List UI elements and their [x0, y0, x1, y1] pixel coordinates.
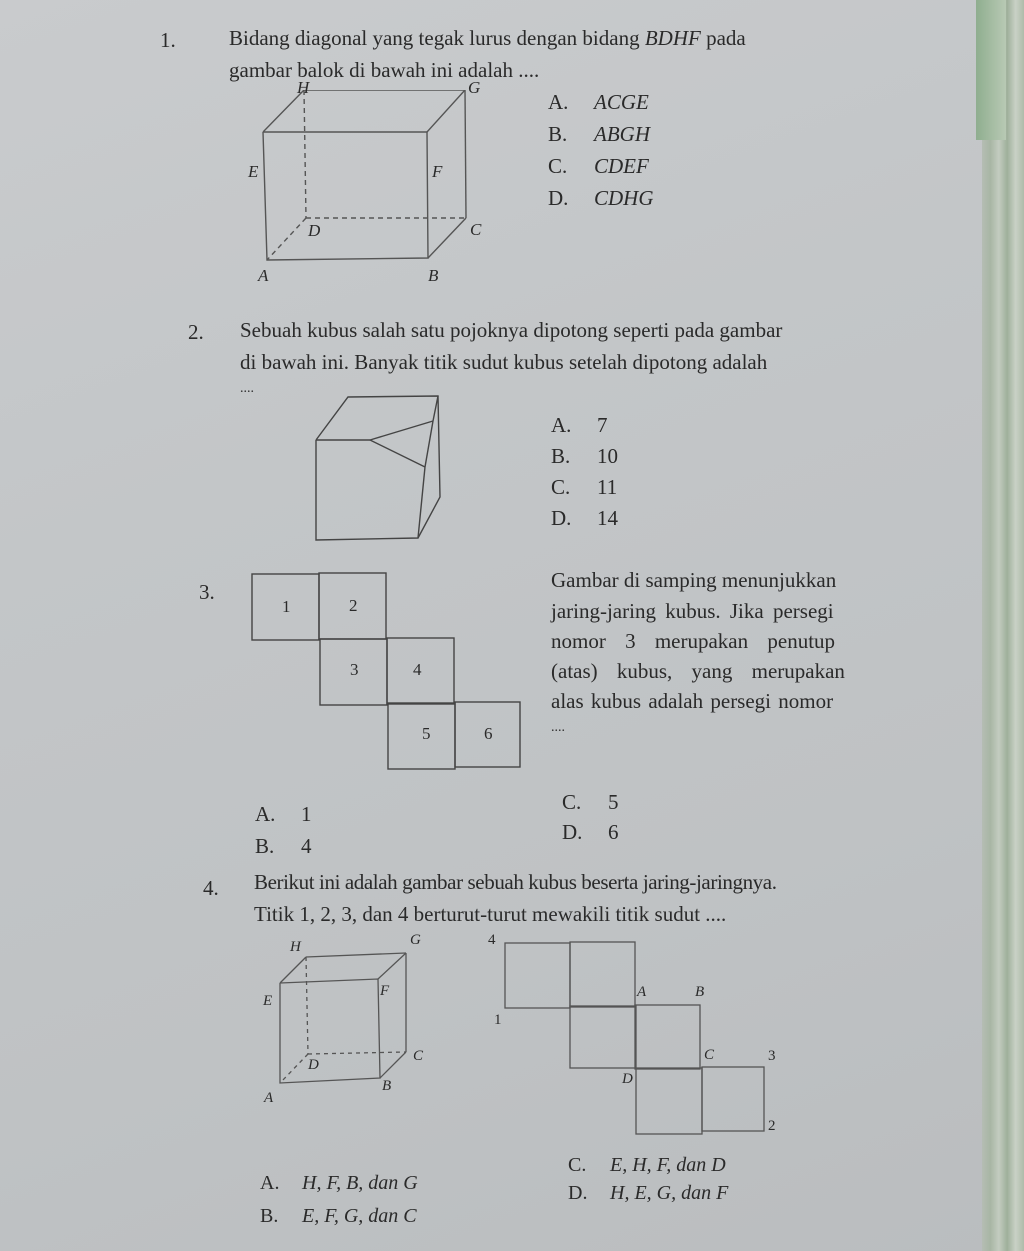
- q2-option-b[interactable]: [551, 444, 618, 469]
- q3-number: 3.: [199, 580, 215, 604]
- q3-text-line6: ....: [551, 720, 565, 735]
- option-letter: C.: [568, 1154, 587, 1176]
- q1-option-c[interactable]: [548, 154, 649, 179]
- q2-number: 2.: [188, 320, 204, 344]
- q1-option-b[interactable]: [548, 122, 650, 147]
- q4-option-c[interactable]: [568, 1154, 726, 1177]
- q4-vertex-G: G: [410, 932, 421, 948]
- vertex-F: F: [432, 162, 443, 181]
- q4-vertex-C: C: [413, 1048, 424, 1064]
- option-letter: C.: [551, 475, 571, 499]
- q2-option-d[interactable]: [551, 506, 618, 531]
- q1-text-line1: [229, 28, 746, 49]
- net-square-2: 2: [349, 596, 358, 615]
- vertex-C: C: [470, 220, 482, 239]
- q4-vertex-B: B: [382, 1078, 392, 1094]
- net-vertex-C: C: [704, 1047, 715, 1063]
- option-text: H, F, B, dan G: [302, 1172, 418, 1194]
- option-letter: B.: [551, 444, 571, 468]
- vertex-E: E: [248, 162, 259, 181]
- option-letter: A.: [255, 802, 276, 826]
- q3-text-line3: nomor 3 merupakan penutup: [551, 629, 836, 653]
- q2-option-c[interactable]: [551, 475, 617, 500]
- net-point-1: 1: [494, 1012, 502, 1028]
- vertex-D: D: [308, 221, 321, 240]
- option-text: ABGH: [594, 122, 650, 146]
- q4-vertex-F: F: [380, 983, 390, 999]
- option-text: 1: [301, 802, 312, 826]
- net-square-5: 5: [422, 724, 431, 743]
- q4-text-line2: Titik 1, 2, 3, dan 4 berturut-turut mewakili titik sudut ....: [254, 902, 727, 926]
- q4-option-d[interactable]: [568, 1182, 728, 1205]
- net-vertex-B: B: [695, 984, 705, 1000]
- q4-vertex-E: E: [263, 993, 273, 1009]
- q3-option-b[interactable]: [255, 834, 312, 859]
- q3-text-line2: jaring-jaring kubus. Jika persegi: [551, 599, 834, 623]
- option-letter: A.: [260, 1172, 280, 1194]
- q4-option-b[interactable]: [260, 1205, 417, 1228]
- q1-text-line2: gambar balok di bawah ini adalah ....: [229, 58, 540, 82]
- q1-option-a[interactable]: [548, 90, 649, 115]
- option-text: 4: [301, 834, 312, 858]
- option-letter: D.: [548, 186, 569, 210]
- q4-text-line1: Berikut ini adalah gambar sebuah kubus beserta jaring-jaringnya.: [254, 870, 777, 894]
- q3-option-c[interactable]: [562, 790, 619, 815]
- q3-cube-net: [250, 572, 525, 777]
- option-letter: A.: [551, 413, 572, 437]
- q4-cube-net: [488, 932, 780, 1145]
- net-vertex-A: A: [637, 984, 647, 1000]
- option-letter: C.: [562, 790, 582, 814]
- q3-text-line1: Gambar di samping menunjukkan: [551, 568, 837, 592]
- q2-text-line2: di bawah ini. Banyak titik sudut kubus setelah dipotong adalah: [240, 350, 768, 374]
- q4-vertex-A: A: [264, 1090, 274, 1106]
- net-point-4: 4: [488, 932, 496, 948]
- option-text: E, H, F, dan D: [610, 1154, 726, 1176]
- vertex-H: H: [297, 78, 310, 97]
- net-point-3: 3: [768, 1048, 776, 1064]
- q4-cube-figure: [263, 932, 424, 1106]
- q2-text-line1: Sebuah kubus salah satu pojoknya dipotong seperti pada gambar: [240, 318, 783, 342]
- q1-plane-label: BDHF: [644, 26, 701, 50]
- net-square-4: 4: [413, 660, 422, 679]
- q3-option-a[interactable]: [255, 802, 312, 827]
- option-letter: B.: [548, 122, 568, 146]
- option-letter: C.: [548, 154, 568, 178]
- net-vertex-D: D: [622, 1071, 633, 1087]
- q4-vertex-D: D: [308, 1057, 319, 1073]
- q3-text-line5: alas kubus adalah persegi nomor: [551, 689, 834, 713]
- net-square-1: 1: [282, 597, 291, 616]
- option-letter: D.: [551, 506, 572, 530]
- q4-option-a[interactable]: [260, 1172, 418, 1195]
- option-text: ACGE: [594, 90, 649, 114]
- option-text: 6: [608, 820, 619, 844]
- book-cover-edge: [976, 0, 1006, 140]
- q3-option-d[interactable]: [562, 820, 619, 845]
- option-text: 10: [597, 444, 618, 468]
- option-text: CDHG: [594, 186, 654, 210]
- option-text: E, F, G, dan C: [302, 1205, 417, 1227]
- q2-option-a[interactable]: [551, 413, 608, 438]
- option-text: H, E, G, dan F: [610, 1182, 729, 1204]
- q3-text-line4: (atas) kubus, yang merupakan: [551, 659, 845, 683]
- q1-option-d[interactable]: [548, 186, 654, 211]
- vertex-A: A: [258, 266, 269, 285]
- q1-text-tail: pada: [706, 26, 746, 50]
- q1-number: 1.: [160, 28, 176, 52]
- option-letter: D.: [568, 1182, 588, 1204]
- option-letter: B.: [260, 1205, 279, 1227]
- option-text: 11: [597, 475, 618, 499]
- q2-text-line3: ....: [240, 381, 254, 396]
- option-letter: B.: [255, 834, 275, 858]
- book-edge: [982, 0, 1024, 1251]
- q1-cuboid-figure: [240, 78, 500, 295]
- q4-vertex-H: H: [290, 939, 301, 955]
- option-text: 5: [608, 790, 619, 814]
- q2-cut-cube-figure: [310, 392, 445, 547]
- net-square-6: 6: [484, 724, 493, 743]
- option-text: CDEF: [594, 154, 649, 178]
- vertex-B: B: [428, 266, 439, 285]
- option-letter: D.: [562, 820, 583, 844]
- net-square-3: 3: [350, 660, 359, 679]
- q1-text-part: Bidang diagonal yang tegak lurus dengan bidang: [229, 26, 640, 50]
- option-text: 7: [597, 413, 608, 437]
- option-text: 14: [597, 506, 618, 530]
- net-point-2: 2: [768, 1118, 776, 1134]
- option-letter: A.: [548, 90, 569, 114]
- q4-number: 4.: [203, 876, 219, 900]
- vertex-G: G: [468, 78, 481, 97]
